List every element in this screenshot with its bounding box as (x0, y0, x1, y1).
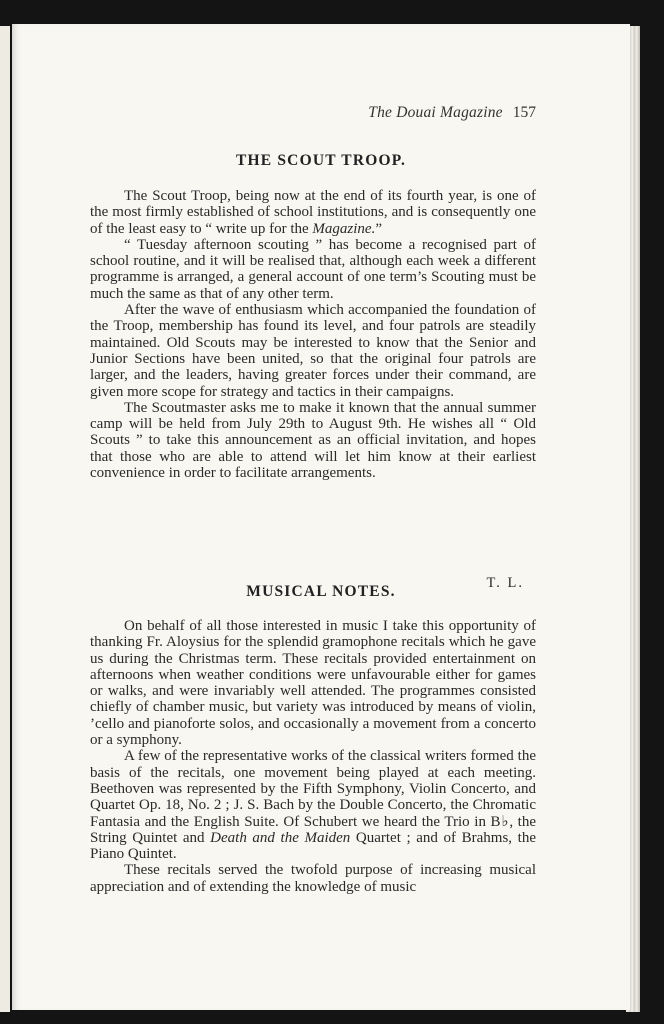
scout-paragraph-4: The Scoutmaster asks me to make it known that the annual summer camp will be held from July 29th to August 9th. He wishes all “ Old Scouts ” to take this announcement as an official invitation, and hopes that those who are able to attend will let him know at their earliest convenience in order to facilitate arrangements. (90, 399, 536, 482)
magazine-italic: Magazine. (312, 220, 376, 237)
magazine-title: The Douai Magazine (368, 104, 503, 121)
musical-notes-article (90, 618, 536, 895)
music-paragraph-2-text: A few of the representative works of the classical writers formed the basis of the recitals, one movement being played at each meeting. Beethoven was represented by the Fifth Symphony, Violin Concerto, and Quartet Op. 18, No. 2 ; J. S. Bach by the Double Concerto, the Chromatic Fantasia and the English Suite. Of Schubert we heard the Trio in B♭, the String Quintet and (90, 748, 536, 846)
music-paragraph-2 (90, 748, 536, 862)
quartet-title-italic: Death and the Maiden (210, 829, 351, 846)
scout-paragraph-1 (90, 188, 536, 237)
scout-paragraph-3: After the wave of enthusiasm which accompanied the foundation of the Troop, membership has found its level, and four patrols are steadily maintained. Old Scouts may be interested to know that the Senior and Junior Sections have been united, so that the original four patrols are larger, and the leaders, having greater forces under their command, are given more scope for strategy and tactics in their campaigns. (90, 302, 536, 400)
page-number: 157 (512, 104, 536, 121)
closing-quote: ” (375, 220, 383, 237)
previous-page-edge (0, 26, 10, 1012)
music-paragraph-2-end: Quartet ; and of Brahms, the Piano Quintet. (90, 829, 536, 863)
musical-notes-heading: MUSICAL NOTES. (246, 583, 396, 600)
scout-paragraph-1-text: The Scout Troop, being now at the end of its fourth year, is one of the most firmly established of school institutions, and is consequently one of the least easy to “ write up for the (90, 188, 536, 237)
author-initials: T. L. (486, 575, 524, 591)
book-page (12, 24, 630, 1010)
scout-troop-article (90, 188, 536, 481)
scout-troop-heading: THE SCOUT TROOP. (235, 152, 407, 169)
running-head (368, 104, 536, 122)
music-paragraph-1: On behalf of all those interested in music I take this opportunity of thanking Fr. Aloysius for the splendid gramophone recitals which he gave us during the Christmas term. These recitals provided entertainment on afternoons when weather conditions were unfavourable either for games or walks, and were invariably well attended. The programmes consisted chiefly of chamber music, but variety was introduced by means of violin, ’cello and pianoforte solos, and occasionally a movement from a concerto or a symphony. (90, 618, 536, 749)
scout-paragraph-2: “ Tuesday afternoon scouting ” has become a recognised part of school routine, and it will be realised that, although each week a different programme is arranged, a general account of one term’s Scouting must be much the same as that of any other term. (90, 236, 536, 302)
music-paragraph-3: These recitals served the twofold purpose of increasing musical appreciation and of extending the knowledge of music (90, 862, 536, 895)
